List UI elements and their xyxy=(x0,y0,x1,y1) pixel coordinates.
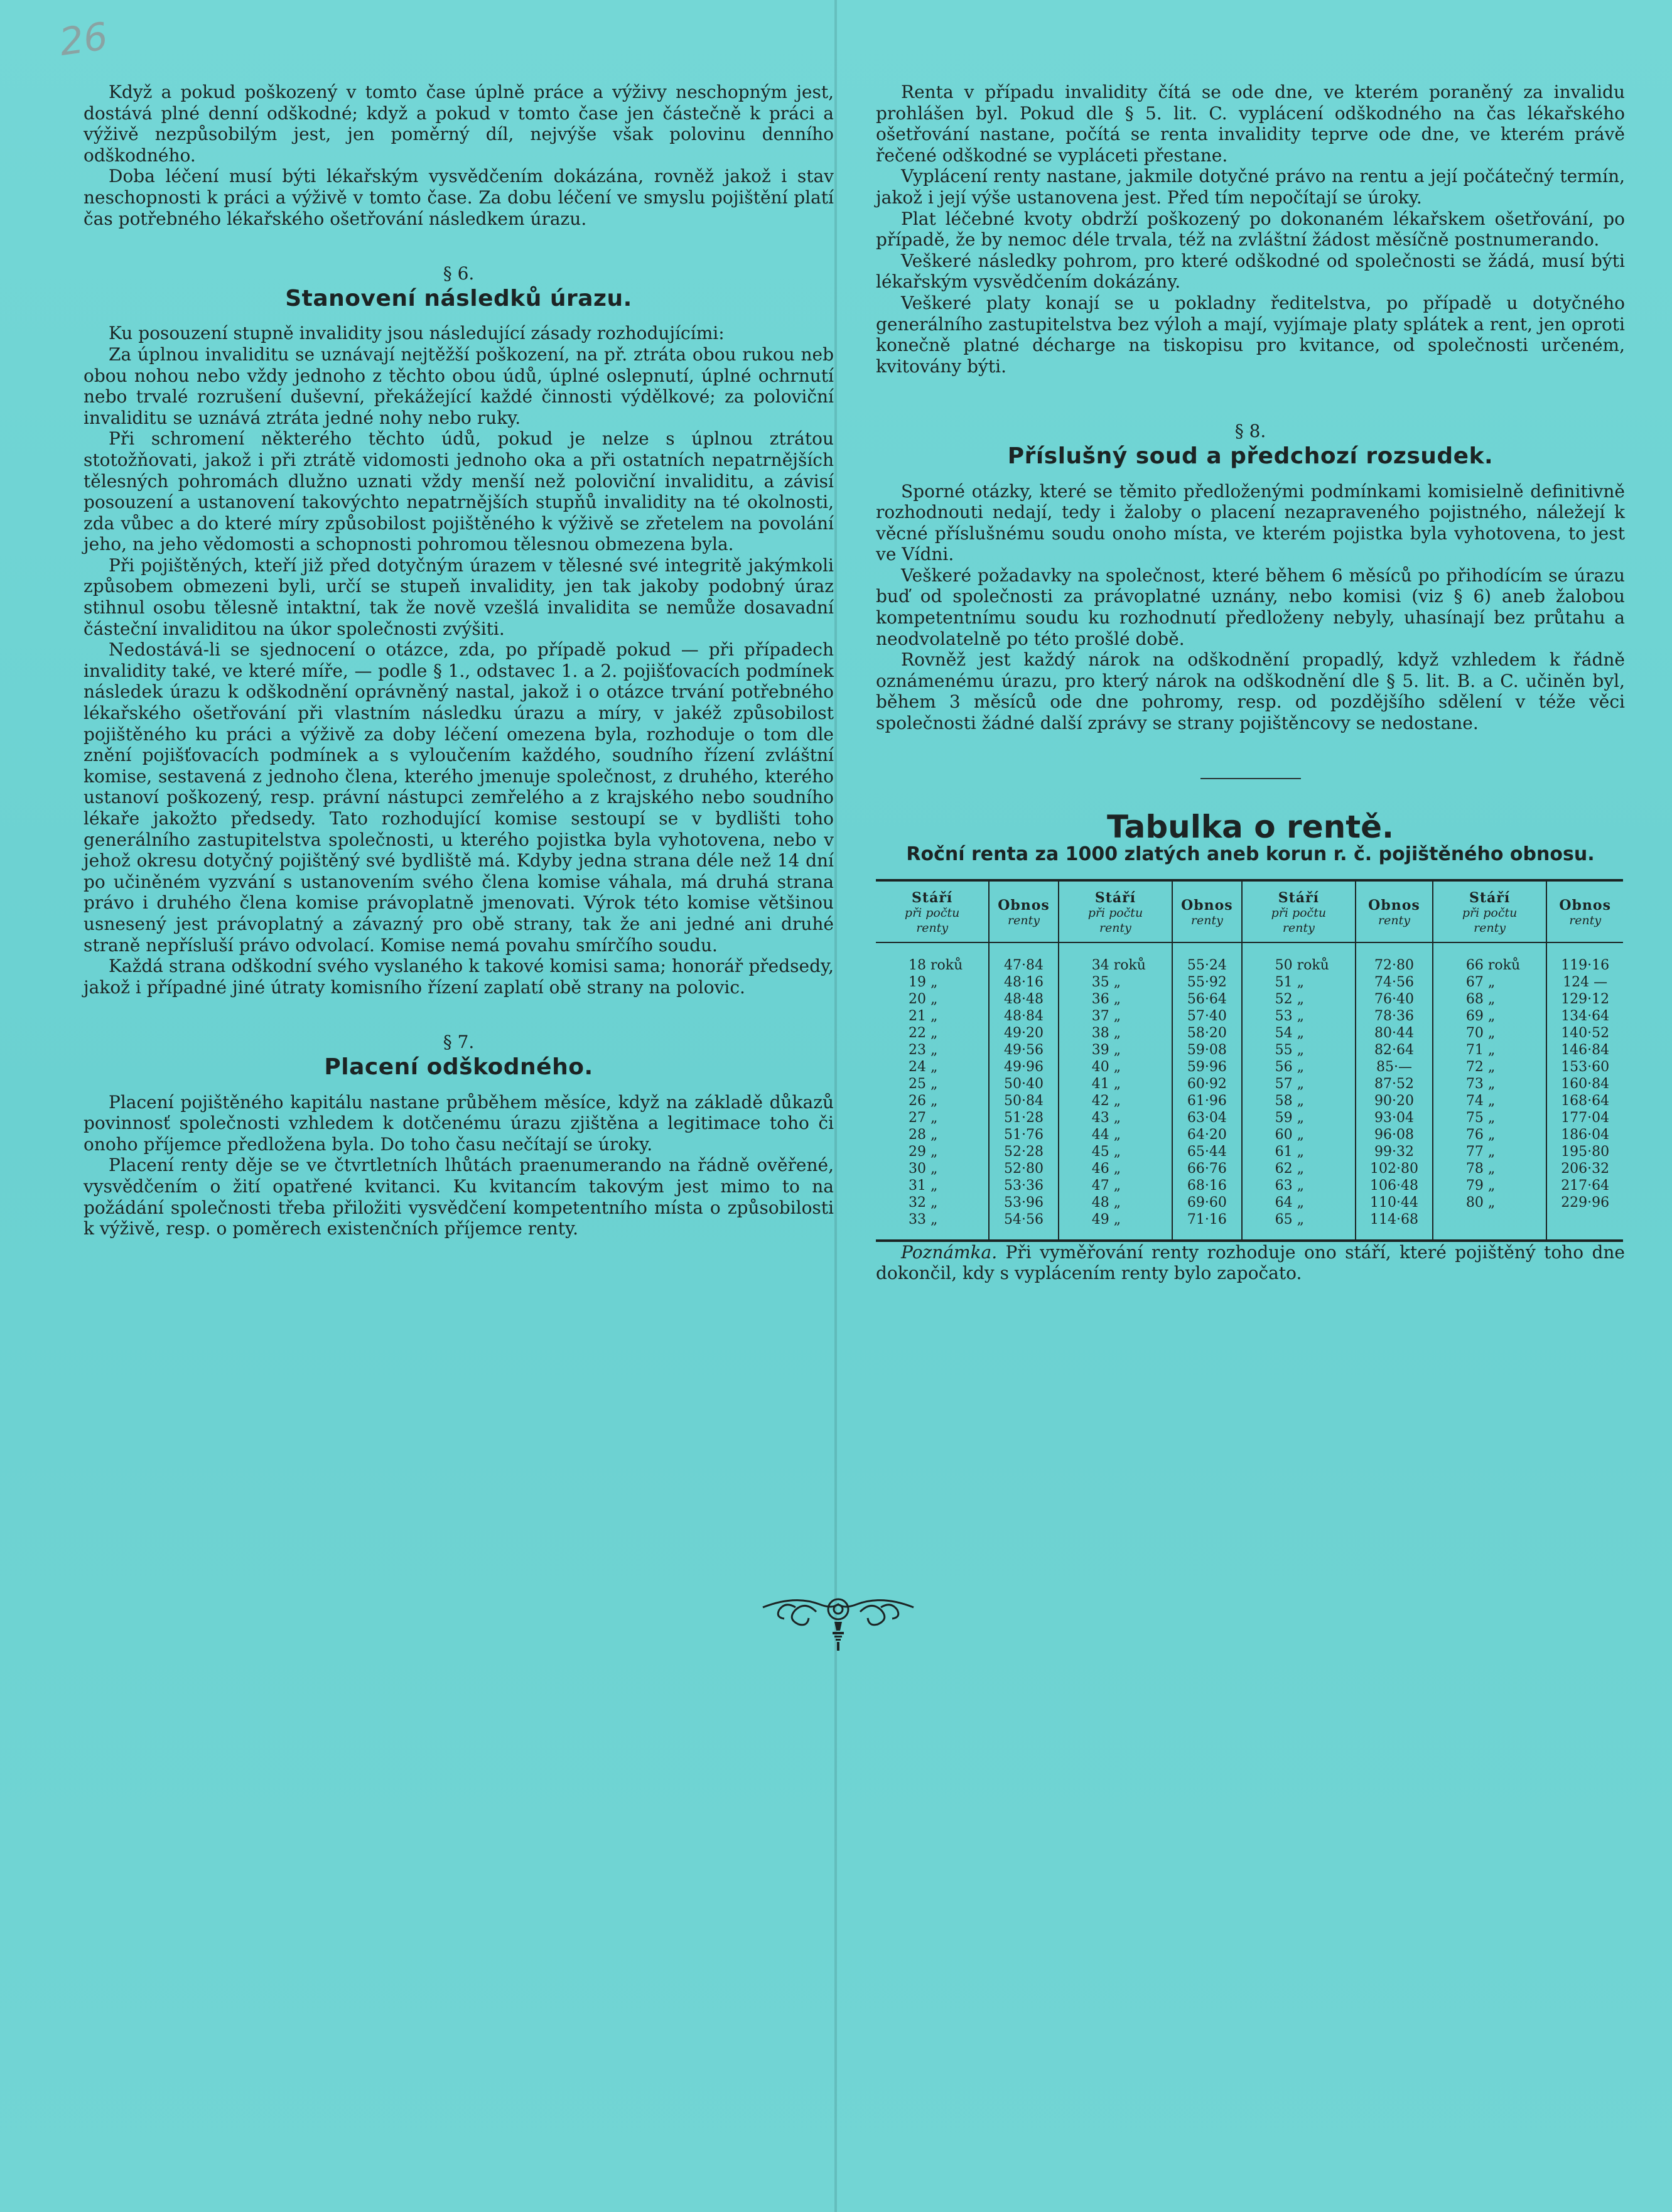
amount-cell: 49·20 xyxy=(989,1025,1058,1042)
age-cell: 24 „ xyxy=(909,1059,938,1075)
table-row xyxy=(876,1059,1623,1076)
amount-cell: 90·20 xyxy=(1356,1093,1433,1109)
amount-cell: 64·20 xyxy=(1172,1126,1241,1143)
page-fold xyxy=(834,0,837,2212)
amount-cell: 124 — xyxy=(1546,974,1623,991)
amount-cell: 48·84 xyxy=(989,1008,1058,1025)
rent-table-body xyxy=(876,942,1623,1241)
amount-cell: 82·64 xyxy=(1356,1042,1433,1059)
age-cell: 19 „ xyxy=(909,974,938,990)
amount-cell: 146·84 xyxy=(1546,1042,1623,1059)
age-cell: 23 „ xyxy=(909,1042,938,1058)
age-cell: 56 „ xyxy=(1242,1059,1356,1076)
table-row xyxy=(876,1008,1623,1025)
header-amount: Obnos renty xyxy=(989,880,1058,942)
table-row xyxy=(876,1109,1623,1126)
age-cell: 75 „ xyxy=(1433,1109,1547,1126)
age-cell: 30 „ xyxy=(909,1160,938,1177)
table-row xyxy=(876,974,1623,991)
age-cell: 42 „ xyxy=(1059,1093,1173,1109)
age-cell: 52 „ xyxy=(1242,991,1356,1008)
age-cell: 73 „ xyxy=(1433,1076,1547,1093)
age-cell: 45 „ xyxy=(1059,1143,1173,1160)
amount-cell: 68·16 xyxy=(1172,1177,1241,1194)
amount-cell: 102·80 xyxy=(1356,1160,1433,1177)
table-row xyxy=(876,1177,1623,1194)
age-cell: 48 „ xyxy=(1059,1194,1173,1211)
rent-table-subtitle: Roční renta za 1000 zlatých aneb korun r. č. pojištěného obnosu. xyxy=(906,843,1595,866)
amount-cell: 78·36 xyxy=(1356,1008,1433,1025)
amount-cell: 69·60 xyxy=(1172,1194,1241,1211)
age-cell: 58 „ xyxy=(1242,1093,1356,1109)
amount-cell: 110·44 xyxy=(1356,1194,1433,1211)
age-cell: 62 „ xyxy=(1242,1160,1356,1177)
amount-cell: 160·84 xyxy=(1546,1076,1623,1093)
amount-cell: 85·— xyxy=(1356,1059,1433,1076)
paragraph: Když a pokud poškozený v tomto čase úplně práce a výživy neschopným jest, dostává plné denní odškodné; když a pokud v tomto čase jen částečně k práci a výživě nezpůsobilým jest, jen poměrný díl, nejvýše však polovinu denního odškodného. xyxy=(84,82,834,166)
age-cell: 61 „ xyxy=(1242,1143,1356,1160)
amount-cell: 60·92 xyxy=(1172,1076,1241,1093)
age-cell: 70 „ xyxy=(1433,1025,1547,1042)
age-cell: 53 „ xyxy=(1242,1008,1356,1025)
age-cell: 33 „ xyxy=(909,1211,938,1227)
age-cell: 49 „ xyxy=(1059,1211,1173,1241)
right-column xyxy=(876,82,1625,1284)
age-cell: 26 „ xyxy=(909,1093,938,1109)
age-cell: 43 „ xyxy=(1059,1109,1173,1126)
age-cell: 37 „ xyxy=(1059,1008,1173,1025)
amount-cell: 134·64 xyxy=(1546,1008,1623,1025)
section-7-title: Placení odškodného. xyxy=(324,1054,593,1080)
amount-cell: 72·80 xyxy=(1356,942,1433,974)
amount-cell: 168·64 xyxy=(1546,1093,1623,1109)
amount-cell: 99·32 xyxy=(1356,1143,1433,1160)
age-cell: 76 „ xyxy=(1433,1126,1547,1143)
age-cell: 68 „ xyxy=(1433,991,1547,1008)
table-row xyxy=(876,1126,1623,1143)
table-row xyxy=(876,1076,1623,1093)
age-cell: 80 „ xyxy=(1433,1194,1547,1211)
paragraph: Při pojištěných, kteří již před dotyčným úrazem v tělesné své integritě jakýmkoli způsobem obmezeni byli, určí se stupeň invalidity, jen tak jakoby podobný úraz stihnul osobu tělesně intaktní, tak že nově vzešlá invalidita se nemůže dosavadní částeční invaliditou na úkor společnosti zvýšiti. xyxy=(84,554,834,639)
age-cell: 55 „ xyxy=(1242,1042,1356,1059)
amount-cell: 87·52 xyxy=(1356,1076,1433,1093)
table-header-row xyxy=(876,880,1623,942)
header-amount: Obnos renty xyxy=(1172,880,1241,942)
paragraph: Plat léčebné kvoty obdrží poškozený po dokonaném lékařskem ošetřování, po případě, že by nemoc déle trvala, též na zvláštní žádost měsíčně postnumerando. xyxy=(876,208,1625,251)
age-cell xyxy=(1433,1211,1547,1241)
amount-cell xyxy=(1546,1211,1623,1241)
age-cell: 77 „ xyxy=(1433,1143,1547,1160)
amount-cell: 52·80 xyxy=(989,1160,1058,1177)
amount-cell: 206·32 xyxy=(1546,1160,1623,1177)
amount-cell: 50·40 xyxy=(989,1076,1058,1093)
amount-cell: 66·76 xyxy=(1172,1160,1241,1177)
amount-cell: 74·56 xyxy=(1356,974,1433,991)
paragraph: Veškeré následky pohrom, pro které odškodné od společnosti se žádá, musí býti lékařským vysvědčením dokázány. xyxy=(876,250,1625,293)
paragraph: Sporné otázky, které se těmito předloženými podmínkami komisielně definitivně rozhodnouti nedají, tedy i žaloby o placení nezapraveného pojistného, náležejí k věcné příslušnému soudu onoho místa, ve kterém pojistka byla vyhotovena, to jest ve Vídni. xyxy=(876,480,1625,565)
age-cell: 72 „ xyxy=(1433,1059,1547,1076)
age-cell: 54 „ xyxy=(1242,1025,1356,1042)
amount-cell: 93·04 xyxy=(1356,1109,1433,1126)
paragraph: Při schromení některého těchto údů, pokud je nelze s úplnou ztrátou stotožňovati, jakož i při ztrátě vidomosti jednoho oka a při ostatních nepatrnějších tělesných pohromách dlužno uznati vždy menší než poloviční invaliditu, a závisí posouzení a ustanovení takovýchto nepatrnějších stupňů invalidity na té okolnosti, zda vůbec a do které míry způsobilost pojištěného k výživě se zřetelem na povolání jeho, na jeho vědomosti a schopnosti pohromou tělesnou obmezena byla. xyxy=(84,428,834,555)
amount-cell: 47·84 xyxy=(989,942,1058,974)
rent-table-title: Tabulka o rentě. xyxy=(1106,808,1394,845)
age-cell: 51 „ xyxy=(1242,974,1356,991)
table-row xyxy=(876,1143,1623,1160)
amount-cell: 195·80 xyxy=(1546,1143,1623,1160)
age-cell: 41 „ xyxy=(1059,1076,1173,1093)
amount-cell: 63·04 xyxy=(1172,1109,1241,1126)
table-row xyxy=(876,1042,1623,1059)
age-cell: 63 „ xyxy=(1242,1177,1356,1194)
table-row xyxy=(876,942,1623,974)
age-cell: 50 roků xyxy=(1242,942,1356,974)
age-cell: 71 „ xyxy=(1433,1042,1547,1059)
header-age: Stáří při počtu renty xyxy=(876,880,989,942)
header-amount: Obnos renty xyxy=(1356,880,1433,942)
paragraph: Veškeré požadavky na společnost, které během 6 měsíců po přihodícím se úrazu buď od společnosti za právoplatné uznány, nebo komisi (viz § 6) aneb žalobou kompetentnímu soudu ku rozhodnutí předloženy nebyly, uhasínají bez průtahu a neodvolatelně po této prošlé době. xyxy=(876,564,1625,649)
table-note xyxy=(876,1242,1625,1284)
amount-cell: 59·08 xyxy=(1172,1042,1241,1059)
age-cell: 44 „ xyxy=(1059,1126,1173,1143)
paragraph: Renta v případu invalidity čítá se ode dne, ve kterém poraněný za invalidu prohlášen byl. Pokud dle § 5. lit. C. vyplácení odškodného na čas lékařského ošetřování nastane, počítá se renta invalidity teprve ode dne, ve kterém právě řečené odškodné se vypláceti přestane. xyxy=(876,82,1625,166)
table-row xyxy=(876,1093,1623,1109)
paragraph: Ku posouzení stupně invalidity jsou následující zásady rozhodujícími: xyxy=(109,323,725,344)
age-cell: 74 „ xyxy=(1433,1093,1547,1109)
age-cell: 38 „ xyxy=(1059,1025,1173,1042)
amount-cell: 114·68 xyxy=(1356,1211,1433,1241)
amount-cell: 186·04 xyxy=(1546,1126,1623,1143)
rent-table xyxy=(876,879,1623,1242)
note-text: Při vyměřování renty rozhoduje ono stáří, které pojištěný toho dne dokončil, kdy s vyplácením renty bylo započato. xyxy=(876,1241,1625,1284)
amount-cell: 177·04 xyxy=(1546,1109,1623,1126)
amount-cell: 76·40 xyxy=(1356,991,1433,1008)
amount-cell: 48·16 xyxy=(989,974,1058,991)
amount-cell: 53·36 xyxy=(989,1177,1058,1194)
amount-cell: 129·12 xyxy=(1546,991,1623,1008)
amount-cell: 65·44 xyxy=(1172,1143,1241,1160)
section-7-number: § 7. xyxy=(443,1032,475,1053)
amount-cell: 229·96 xyxy=(1546,1194,1623,1211)
amount-cell: 51·28 xyxy=(989,1109,1058,1126)
header-amount: Obnos renty xyxy=(1546,880,1623,942)
section-6-title: Stanovení následků úrazu. xyxy=(285,285,632,311)
age-cell: 29 „ xyxy=(909,1143,938,1160)
age-cell: 39 „ xyxy=(1059,1042,1173,1059)
amount-cell: 217·64 xyxy=(1546,1177,1623,1194)
section-8-title: Příslušný soud a předchozí rozsudek. xyxy=(1007,443,1494,469)
age-cell: 79 „ xyxy=(1433,1177,1547,1194)
amount-cell: 96·08 xyxy=(1356,1126,1433,1143)
age-cell: 47 „ xyxy=(1059,1177,1173,1194)
age-cell: 18 roků xyxy=(909,957,963,973)
handwritten-page-number: 26 xyxy=(57,14,111,65)
age-cell: 66 roků xyxy=(1433,942,1547,974)
age-cell: 59 „ xyxy=(1242,1109,1356,1126)
amount-cell: 52·28 xyxy=(989,1143,1058,1160)
age-cell: 35 „ xyxy=(1059,974,1173,991)
amount-cell: 51·76 xyxy=(989,1126,1058,1143)
amount-cell: 54·56 xyxy=(989,1211,1058,1241)
amount-cell: 56·64 xyxy=(1172,991,1241,1008)
amount-cell: 59·96 xyxy=(1172,1059,1241,1076)
age-cell: 34 roků xyxy=(1059,942,1173,974)
paragraph: Placení pojištěného kapitálu nastane průběhem měsíce, když na základě důkazů povinnosť společnosti vzhledem k dotčenému úrazu zjištěna a legitimace toho či onoho příjemce předložena byla. Do toho času nečítají se úroky. xyxy=(84,1091,834,1155)
age-cell: 31 „ xyxy=(909,1177,938,1194)
amount-cell: 49·56 xyxy=(989,1042,1058,1059)
paragraph: Veškeré platy konají se u pokladny ředitelstva, po případě u dotyčného generálního zastupitelstva bez výloh a mají, vyjímaje platy splátek a rent, jen oproti konečně platné décharge na tiskopisu pro kvitance, od společnosti určeném, kvitovány býti. xyxy=(876,292,1625,377)
amount-cell: 61·96 xyxy=(1172,1093,1241,1109)
note-label: Poznámka. xyxy=(901,1241,998,1263)
decorative-ornament-icon xyxy=(757,1573,920,1661)
section-6-number: § 6. xyxy=(443,263,475,284)
age-cell: 22 „ xyxy=(909,1025,938,1041)
amount-cell: 80·44 xyxy=(1356,1025,1433,1042)
paragraph: Rovněž jest každý nárok na odškodnění propadlý, když vzhledem k řádně oznámenému úrazu, pro který nárok na odškodnění dle § 5. lit. B. a C. učiněn byl, během 3 měsíců ode dne pohromy, resp. od pozdějšího sdělení v téže věci společnosti žádné další zprávy se strany pojištěncovy se nedostane. xyxy=(876,649,1625,734)
age-cell: 67 „ xyxy=(1433,974,1547,991)
age-cell: 27 „ xyxy=(909,1109,938,1126)
amount-cell: 106·48 xyxy=(1356,1177,1433,1194)
paragraph: Placení renty děje se ve čtvrtletních lhůtách praenumerando na řádně ověřené, vysvědčením o žití opatřené kvitanci. Ku kvitancím takovým jest mimo to na požádání společnosti třeba přiložiti vysvědčení kompetentního místa o způsobilosti k výživě, resp. o poměrech existenčních příjemce renty. xyxy=(84,1155,834,1239)
age-cell: 60 „ xyxy=(1242,1126,1356,1143)
section-divider xyxy=(1200,778,1301,779)
paragraph: Každá strana odškodní svého vyslaného k takové komisi sama; honorář předsedy, jakož i případné jiné útraty komisního řízení zaplatí obě strany na polovic. xyxy=(84,956,834,998)
header-age: Stáří při počtu renty xyxy=(1242,880,1356,942)
age-cell: 25 „ xyxy=(909,1076,938,1092)
amount-cell: 50·84 xyxy=(989,1093,1058,1109)
paragraph: Za úplnou invaliditu se uznávají nejtěžší poškození, na př. ztráta obou rukou neb obou nohou nebo vždy jednoho z těchto obou údů, úplné oslepnutí, úplné ochrnutí nebo trvalé rozrušení duševní, překážející každé činnosti výdělkové; za poloviční invaliditu se uznává ztráta jedné nohy nebo ruky. xyxy=(84,343,834,428)
left-column xyxy=(84,82,834,1239)
amount-cell: 57·40 xyxy=(1172,1008,1241,1025)
age-cell: 36 „ xyxy=(1059,991,1173,1008)
age-cell: 69 „ xyxy=(1433,1008,1547,1025)
table-row xyxy=(876,991,1623,1008)
amount-cell: 153·60 xyxy=(1546,1059,1623,1076)
age-cell: 28 „ xyxy=(909,1126,938,1143)
section-8-number: § 8. xyxy=(1234,421,1266,442)
table-row xyxy=(876,1160,1623,1177)
age-cell: 64 „ xyxy=(1242,1194,1356,1211)
age-cell: 32 „ xyxy=(909,1194,938,1211)
table-row xyxy=(876,1194,1623,1211)
paragraph: Vyplácení renty nastane, jakmile dotyčné právo na rentu a její počátečný termín, jakož i její výše ustanovena jest. Před tím nepočítají se úroky. xyxy=(876,166,1625,208)
paragraph: Nedostává-li se sjednocení o otázce, zda, po případě pokud — při případech invalidity také, ve které míře, — podle § 1., odstavec 1. a 2. pojišťovacích podmínek následek úrazu k odškodnění oprávněný nastal, jakož i o otázce trvání potřebného lékařského ošetřování při vlastním následku úrazu a míry, v jakéž způsobilost pojištěného ku práci a výživě za doby léčení omezena byla, rozhoduje o tom dle znění pojišťovacích podmínek a s vyloučením každého, soudního řízení zvláštní komise, sestavená z jednoho člena, kterého jmenuje společnost, z druhého, kterého ustanoví poškozený, resp. právní nástupci zemřelého a z krajského nebo soudního lékaře jakožto předsedy. Tato rozhodující komise sestoupí se v bydlišti toho generálního zastupitelstva společnosti, u kterého pojistka byla vyhotovena, nebo v jehož okresu dotyčný pojištěný své bydliště má. Kdyby jedna strana déle než 14 dní po učiněném vyzvání s ustanovením svého člena komise váhala, má druhá strana právo i druhého člena komise právoplatně jmenovati. Výrok této komise většinou usnesený jest právoplatný a závazný pro obě strany, tak že ani jedné ani druhé straně nepřísluší právo odvolací. Komise nemá povahu smírčího soudu. xyxy=(84,639,834,956)
amount-cell: 48·48 xyxy=(989,991,1058,1008)
amount-cell: 49·96 xyxy=(989,1059,1058,1076)
amount-cell: 140·52 xyxy=(1546,1025,1623,1042)
age-cell: 78 „ xyxy=(1433,1160,1547,1177)
table-row xyxy=(876,1025,1623,1042)
amount-cell: 58·20 xyxy=(1172,1025,1241,1042)
header-age: Stáří při počtu renty xyxy=(1059,880,1173,942)
table-row xyxy=(876,1211,1623,1241)
age-cell: 20 „ xyxy=(909,991,938,1007)
amount-cell: 119·16 xyxy=(1546,942,1623,974)
age-cell: 65 „ xyxy=(1242,1211,1356,1241)
age-cell: 46 „ xyxy=(1059,1160,1173,1177)
amount-cell: 53·96 xyxy=(989,1194,1058,1211)
amount-cell: 55·24 xyxy=(1172,942,1241,974)
amount-cell: 71·16 xyxy=(1172,1211,1241,1241)
age-cell: 21 „ xyxy=(909,1008,938,1024)
header-age: Stáří při počtu renty xyxy=(1433,880,1547,942)
age-cell: 57 „ xyxy=(1242,1076,1356,1093)
amount-cell: 55·92 xyxy=(1172,974,1241,991)
age-cell: 40 „ xyxy=(1059,1059,1173,1076)
paragraph: Doba léčení musí býti lékařským vysvědčením dokázána, rovněž jakož i stav neschopnosti k práci a výživě v tomto čase. Za dobu léčení ve smyslu pojištění platí čas potřebného lékařského ošetřování následkem úrazu. xyxy=(84,166,834,229)
